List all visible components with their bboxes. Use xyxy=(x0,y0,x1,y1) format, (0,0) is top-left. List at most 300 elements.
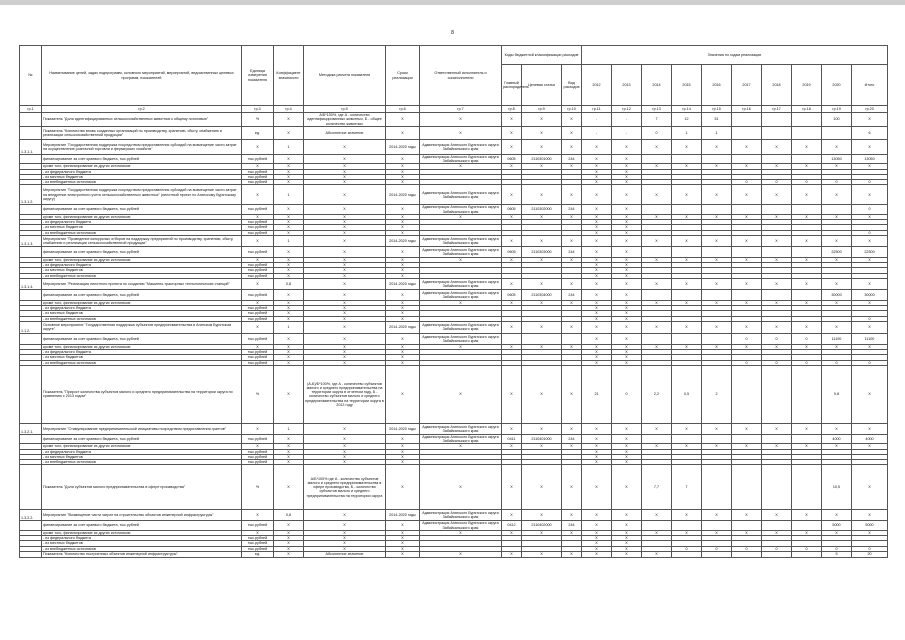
table-cell: Х xyxy=(522,139,562,154)
table-cell: Х xyxy=(386,257,420,262)
table-cell: Х xyxy=(852,444,888,449)
table-cell: Х xyxy=(562,278,582,289)
table-cell: Х xyxy=(732,214,762,219)
table-cell xyxy=(732,154,762,164)
table-cell: Х xyxy=(582,510,612,521)
table-cell: Абсолютное значение xyxy=(304,551,386,557)
table-cell: тыс.рублей xyxy=(242,246,274,257)
table-cell: Х xyxy=(420,444,502,449)
table-cell: Х xyxy=(732,423,762,434)
top-bar xyxy=(0,0,905,5)
table-cell: Х xyxy=(304,355,386,360)
table-cell: Х xyxy=(732,300,762,305)
table-cell: Х xyxy=(522,185,562,205)
table-cell: - из местных бюджетов xyxy=(42,268,242,273)
table-cell: Х xyxy=(702,235,732,246)
table-row xyxy=(20,235,888,246)
table-cell: - из федерального бюджета xyxy=(42,169,242,174)
col-year-8: 2020 xyxy=(822,65,852,106)
column-number: гр.8 xyxy=(502,106,522,113)
col-no: № xyxy=(20,46,42,106)
table-cell: Х xyxy=(612,344,642,349)
table-cell: Х xyxy=(582,316,612,321)
col-year-5: 2017 xyxy=(732,65,762,106)
table-cell: Х xyxy=(386,316,420,321)
table-cell: 0605 xyxy=(502,246,522,257)
table-cell: 0 xyxy=(852,316,888,321)
table-cell: Х xyxy=(386,536,420,541)
table-cell xyxy=(792,205,822,215)
table-cell: Х xyxy=(304,423,386,434)
table-cell: Х xyxy=(522,551,562,557)
col-values: Значения по годам реализации xyxy=(582,46,888,65)
table-cell: Х xyxy=(612,214,642,219)
table-cell: Х xyxy=(702,321,732,333)
table-cell: Х xyxy=(274,311,304,316)
table-cell xyxy=(642,521,672,531)
table-cell: Х xyxy=(522,300,562,305)
table-cell: Х xyxy=(242,235,274,246)
table-cell: Х xyxy=(702,510,732,521)
table-cell: Х xyxy=(822,344,852,349)
table-cell: 0 xyxy=(792,546,822,551)
table-cell: Х xyxy=(502,465,522,510)
table-cell: тыс.рублей xyxy=(242,268,274,273)
table-header xyxy=(20,46,888,113)
table-cell: Х xyxy=(304,454,386,459)
table-cell: 1.1.2. xyxy=(20,321,42,333)
table-cell: - из местных бюджетов xyxy=(42,541,242,546)
table-cell xyxy=(20,289,42,300)
table-cell xyxy=(702,434,732,444)
table-cell: Х xyxy=(304,174,386,179)
table-cell: Администрация Агинского Бурятского округа Забайкальского края xyxy=(420,423,502,434)
table-cell: Х xyxy=(522,126,562,139)
table-cell: Х xyxy=(822,214,852,219)
table-cell: Х xyxy=(612,278,642,289)
col-year-7: 2019 xyxy=(792,65,822,106)
table-cell: Х xyxy=(304,214,386,219)
table-cell: Х xyxy=(762,530,792,535)
table-cell: Х xyxy=(852,278,888,289)
table-row xyxy=(20,154,888,164)
table-cell: Х xyxy=(242,321,274,333)
table-cell: Х xyxy=(386,444,420,449)
table-cell: Х xyxy=(822,139,852,154)
table-cell: Х xyxy=(562,257,582,262)
col-year-3: 2015 xyxy=(672,65,702,106)
table-cell: Х xyxy=(672,444,702,449)
table-cell: Х xyxy=(502,365,522,423)
table-cell: Х xyxy=(274,551,304,557)
table-cell: 0 xyxy=(672,546,702,551)
table-cell: Х xyxy=(274,257,304,262)
table-cell: 6 xyxy=(852,126,888,139)
table-cell: Х xyxy=(612,536,642,541)
table-cell: 10,5 xyxy=(822,465,852,510)
table-cell: Х xyxy=(762,444,792,449)
table-cell: финансирование за счет краевого бюджета, тыс.рублей xyxy=(42,205,242,215)
table-cell: Х xyxy=(822,278,852,289)
table-cell xyxy=(762,205,792,215)
table-cell: Х xyxy=(386,289,420,300)
table-cell: Показатель "Прирост количества субъектов малого и среднего предпринимательства на территории округа по сравнению с 2013 годом" xyxy=(42,365,242,423)
table-cell: Х xyxy=(612,180,642,185)
table-cell: 13050 xyxy=(852,154,888,164)
table-cell: Х xyxy=(562,300,582,305)
table-cell xyxy=(20,126,42,139)
table-cell: финансирование за счет краевого бюджета, тыс.рублей xyxy=(42,333,242,344)
table-cell: - из федерального бюджета xyxy=(42,350,242,355)
table-cell xyxy=(822,126,852,139)
table-cell: Х xyxy=(732,321,762,333)
table-cell: кроме того, финансирование из других источников: xyxy=(42,300,242,305)
table-cell: Х xyxy=(792,321,822,333)
table-cell: Х xyxy=(502,300,522,305)
table-cell: Х xyxy=(386,225,420,230)
table-cell: 0 xyxy=(732,180,762,185)
table-cell: Х xyxy=(822,257,852,262)
table-cell: Х xyxy=(582,164,612,169)
table-cell: Х xyxy=(582,350,612,355)
table-cell: Х xyxy=(642,551,672,557)
table-cell: 4000 xyxy=(822,434,852,444)
table-cell: Х xyxy=(612,355,642,360)
table-cell: Х xyxy=(242,444,274,449)
table-cell: Х xyxy=(612,246,642,257)
table-cell: Х xyxy=(822,510,852,521)
table-cell: Х xyxy=(562,139,582,154)
table-cell: Х xyxy=(274,546,304,551)
table-cell: Х xyxy=(304,257,386,262)
table-cell: тыс.рублей xyxy=(242,154,274,164)
table-cell: Х xyxy=(242,185,274,205)
table-cell: Х xyxy=(612,220,642,225)
column-number: гр.5 xyxy=(304,106,386,113)
table-cell: Х xyxy=(386,350,420,355)
table-cell: Показатель "Количество вновь созданных организаций по производству, хранению, сбыту, снабжению и реализации сельскохозяйственной продукции" xyxy=(42,126,242,139)
table-cell: кроме того, финансирование из других источников: xyxy=(42,344,242,349)
col-method: Методика расчета показателя xyxy=(304,46,386,106)
table-cell: Х xyxy=(242,300,274,305)
table-cell: Х xyxy=(672,510,702,521)
table-cell xyxy=(792,113,822,127)
table-cell: Х xyxy=(522,278,562,289)
table-cell: Показатель "Доля субъектов малого предпринимательства в сфере производства" xyxy=(42,465,242,510)
table-cell: Х xyxy=(612,268,642,273)
table-cell: 0605 xyxy=(502,289,522,300)
table-cell: Х xyxy=(386,205,420,215)
table-cell: Х xyxy=(642,164,672,169)
table-cell: Х xyxy=(562,126,582,139)
table-cell: Х xyxy=(762,164,792,169)
table-cell: 1.3.2.2. xyxy=(20,510,42,521)
table-cell: Х xyxy=(582,185,612,205)
table-cell: Х xyxy=(562,365,582,423)
table-cell: Х xyxy=(274,350,304,355)
table-cell: Х xyxy=(274,465,304,510)
table-cell: Х xyxy=(612,444,642,449)
table-cell: 244 xyxy=(562,289,582,300)
table-cell: 2110401000 xyxy=(522,434,562,444)
table-cell: Х xyxy=(562,321,582,333)
table-cell: 0412 xyxy=(502,521,522,531)
table-cell: Администрация Агинского Бурятского округа Забайкальского края xyxy=(420,205,502,215)
table-cell: % xyxy=(242,465,274,510)
table-cell: 0,8 xyxy=(274,278,304,289)
table-cell: Х xyxy=(612,311,642,316)
table-cell xyxy=(732,289,762,300)
table-cell: 1 xyxy=(274,185,304,205)
table-cell: - xyxy=(612,126,642,139)
column-numbers-row xyxy=(20,106,888,113)
table-cell: Х xyxy=(732,278,762,289)
table-cell: Х xyxy=(386,164,420,169)
table-cell: 0605 xyxy=(502,154,522,164)
table-cell: Х xyxy=(822,300,852,305)
table-cell: 1 xyxy=(274,423,304,434)
table-row xyxy=(20,278,888,289)
table-cell: Х xyxy=(642,444,672,449)
table-cell: Мероприятие "Государственная поддержка посредством предоставления субсидий на возмещение части затрат на осуществление розничной торговли и фермерских хозяйств" xyxy=(42,139,242,154)
table-cell: Х xyxy=(502,235,522,246)
table-cell: тыс.рублей xyxy=(242,289,274,300)
col-kbk-0: Главный распорядитель xyxy=(502,65,522,106)
table-cell: 0 xyxy=(852,180,888,185)
table-cell: Х xyxy=(242,164,274,169)
table-cell: Х xyxy=(522,444,562,449)
table-cell: Х xyxy=(582,139,612,154)
table-cell: Администрация Агинского Бурятского округа Забайкальского края xyxy=(420,278,502,289)
table-cell xyxy=(642,434,672,444)
table-cell: - из местных бюджетов xyxy=(42,355,242,360)
table-cell: Х xyxy=(386,220,420,225)
table-cell: Х xyxy=(274,460,304,465)
table-cell: 22500 xyxy=(822,246,852,257)
table-cell: Х xyxy=(582,333,612,344)
table-cell: Х xyxy=(792,235,822,246)
table-cell: Х xyxy=(502,214,522,219)
table-cell: Х xyxy=(582,169,612,174)
table-cell: Х xyxy=(792,185,822,205)
table-cell: Х xyxy=(582,454,612,459)
table-cell: - xyxy=(582,126,612,139)
table-cell: Х xyxy=(420,530,502,535)
table-cell: Х xyxy=(242,344,274,349)
table-cell: Х xyxy=(582,268,612,273)
table-cell: Х xyxy=(792,278,822,289)
table-cell: Х xyxy=(502,344,522,349)
table-cell: Х xyxy=(672,344,702,349)
table-cell: Х xyxy=(274,444,304,449)
table-cell: Абсолютное значение xyxy=(304,126,386,139)
table-cell: Х xyxy=(274,220,304,225)
table-cell: Х xyxy=(386,541,420,546)
table-cell xyxy=(642,289,672,300)
table-cell xyxy=(762,551,792,557)
table-cell: Х xyxy=(304,444,386,449)
table-cell: Х xyxy=(672,321,702,333)
table-cell: Х xyxy=(386,113,420,127)
table-cell: 5 xyxy=(822,551,852,557)
table-cell: Х xyxy=(582,230,612,235)
table-cell: Х xyxy=(762,300,792,305)
table-cell xyxy=(762,289,792,300)
table-cell xyxy=(732,551,762,557)
table-cell: Х xyxy=(274,365,304,423)
table-cell xyxy=(792,365,822,423)
table-cell: Х xyxy=(582,541,612,546)
table-cell: - из внебюджетных источников xyxy=(42,460,242,465)
table-cell: 0,5 xyxy=(672,365,702,423)
table-cell: Х xyxy=(242,278,274,289)
table-cell: Х xyxy=(852,321,888,333)
table-cell: Х xyxy=(612,154,642,164)
table-cell: Х xyxy=(582,180,612,185)
table-cell: Х xyxy=(642,185,672,205)
column-number: гр.2 xyxy=(42,106,242,113)
table-cell: - из федерального бюджета xyxy=(42,263,242,268)
table-cell: тыс.рублей xyxy=(242,521,274,531)
table-cell: Х xyxy=(612,139,642,154)
table-cell: Х xyxy=(582,225,612,230)
table-cell: Х xyxy=(612,185,642,205)
table-row xyxy=(20,423,888,434)
table-cell: Х xyxy=(274,263,304,268)
column-number: гр.15 xyxy=(702,106,732,113)
table-cell: - из местных бюджетов xyxy=(42,174,242,179)
table-cell: Х xyxy=(582,278,612,289)
table-row xyxy=(20,185,888,205)
table-cell: Х xyxy=(274,541,304,546)
table-cell: 0 xyxy=(852,205,888,215)
table-cell: 0 xyxy=(732,360,762,365)
table-cell: - из федерального бюджета xyxy=(42,449,242,454)
table-cell: 244 xyxy=(562,434,582,444)
table-cell xyxy=(20,333,42,344)
table-cell: Х xyxy=(562,235,582,246)
table-cell: Х xyxy=(386,546,420,551)
program-table xyxy=(19,45,888,558)
table-cell: ед. xyxy=(242,126,274,139)
table-cell: Х xyxy=(502,510,522,521)
table-cell: Х xyxy=(852,257,888,262)
table-cell: Х xyxy=(386,246,420,257)
table-cell: Х xyxy=(582,273,612,278)
table-cell: тыс.рублей xyxy=(242,449,274,454)
table-cell: Х xyxy=(612,530,642,535)
table-cell: 2014-2020 годы xyxy=(386,423,420,434)
table-cell xyxy=(702,465,732,510)
table-cell: Х xyxy=(732,257,762,262)
table-cell: Х xyxy=(612,205,642,215)
table-cell: Х xyxy=(702,278,732,289)
table-cell xyxy=(822,205,852,215)
table-cell xyxy=(792,434,822,444)
table-cell: Х xyxy=(386,465,420,510)
table-cell: Х xyxy=(792,510,822,521)
table-cell: Х xyxy=(582,220,612,225)
table-cell: Х xyxy=(612,454,642,459)
table-cell: Х xyxy=(502,530,522,535)
table-cell xyxy=(672,246,702,257)
table-row xyxy=(20,321,888,333)
table-cell: Х xyxy=(386,180,420,185)
column-number: гр.1 xyxy=(20,106,42,113)
table-cell: Х xyxy=(792,164,822,169)
column-number: гр.13 xyxy=(642,106,672,113)
table-cell: Х xyxy=(852,465,888,510)
table-cell: Х xyxy=(612,510,642,521)
table-cell: Х xyxy=(522,164,562,169)
table-cell: Х xyxy=(582,521,612,531)
table-cell: тыс.рублей xyxy=(242,536,274,541)
table-cell: 1.3.1.4. xyxy=(20,278,42,289)
table-cell: - из федерального бюджета xyxy=(42,306,242,311)
table-cell: Х xyxy=(702,139,732,154)
table-cell: Х xyxy=(304,230,386,235)
table-cell: Х xyxy=(274,333,304,344)
table-cell: Х xyxy=(304,350,386,355)
table-cell: Х xyxy=(762,139,792,154)
table-cell: - из местных бюджетов xyxy=(42,225,242,230)
table-cell: Х xyxy=(612,306,642,311)
column-number: гр.18 xyxy=(792,106,822,113)
table-cell: тыс.рублей xyxy=(242,263,274,268)
table-cell: Х xyxy=(304,225,386,230)
table-cell: Х xyxy=(762,344,792,349)
table-cell xyxy=(20,154,42,164)
table-cell: Х xyxy=(304,246,386,257)
table-cell: Х xyxy=(702,444,732,449)
table-cell: тыс.рублей xyxy=(242,306,274,311)
table-cell: Администрация Агинского Бурятского округа Забайкальского края xyxy=(420,321,502,333)
table-cell: Х xyxy=(386,306,420,311)
table-cell: Мероприятие "Стимулирование предпринимательской инициативы посредством предоставления грантов" xyxy=(42,423,242,434)
table-cell: 0 xyxy=(762,546,792,551)
table-cell: Х xyxy=(304,169,386,174)
table-cell: (А-Б)/Б*100%, где А - количество субъектов малого и среднего предпринимательства на территории округа в отчетном году, Б - количество субъектов малого и среднего предпринимательства на территории округа в 2013 году xyxy=(304,365,386,423)
table-cell: Х xyxy=(274,230,304,235)
table-cell: Х xyxy=(522,423,562,434)
table-cell: Х xyxy=(242,423,274,434)
column-number: гр.12 xyxy=(612,106,642,113)
table-cell: Х xyxy=(582,434,612,444)
col-name: Наименование целей, задач подпрограмм, основного мероприятий, мероприятий, ведомственных целевых программ, показателей xyxy=(42,46,242,106)
table-cell: Х xyxy=(582,205,612,215)
table-cell: тыс.рублей xyxy=(242,225,274,230)
table-cell: Х xyxy=(732,344,762,349)
table-cell: Х xyxy=(642,278,672,289)
table-cell: Х xyxy=(386,460,420,465)
table-cell: Х xyxy=(852,530,888,535)
table-cell: тыс.рублей xyxy=(242,355,274,360)
column-number: гр.16 xyxy=(732,106,762,113)
table-cell: - из внебюджетных источников xyxy=(42,273,242,278)
table-cell: Х xyxy=(502,139,522,154)
page-number: 8 xyxy=(451,30,454,36)
table-cell: Х xyxy=(304,164,386,169)
table-cell: Х xyxy=(242,257,274,262)
table-cell xyxy=(562,333,582,344)
column-number: гр.11 xyxy=(582,106,612,113)
table-cell: Х xyxy=(642,530,672,535)
table-cell: Х xyxy=(642,235,672,246)
table-cell: Х xyxy=(274,300,304,305)
table-row xyxy=(20,551,888,557)
table-cell xyxy=(20,521,42,531)
table-cell: кроме того, финансирование из других источников: xyxy=(42,530,242,535)
